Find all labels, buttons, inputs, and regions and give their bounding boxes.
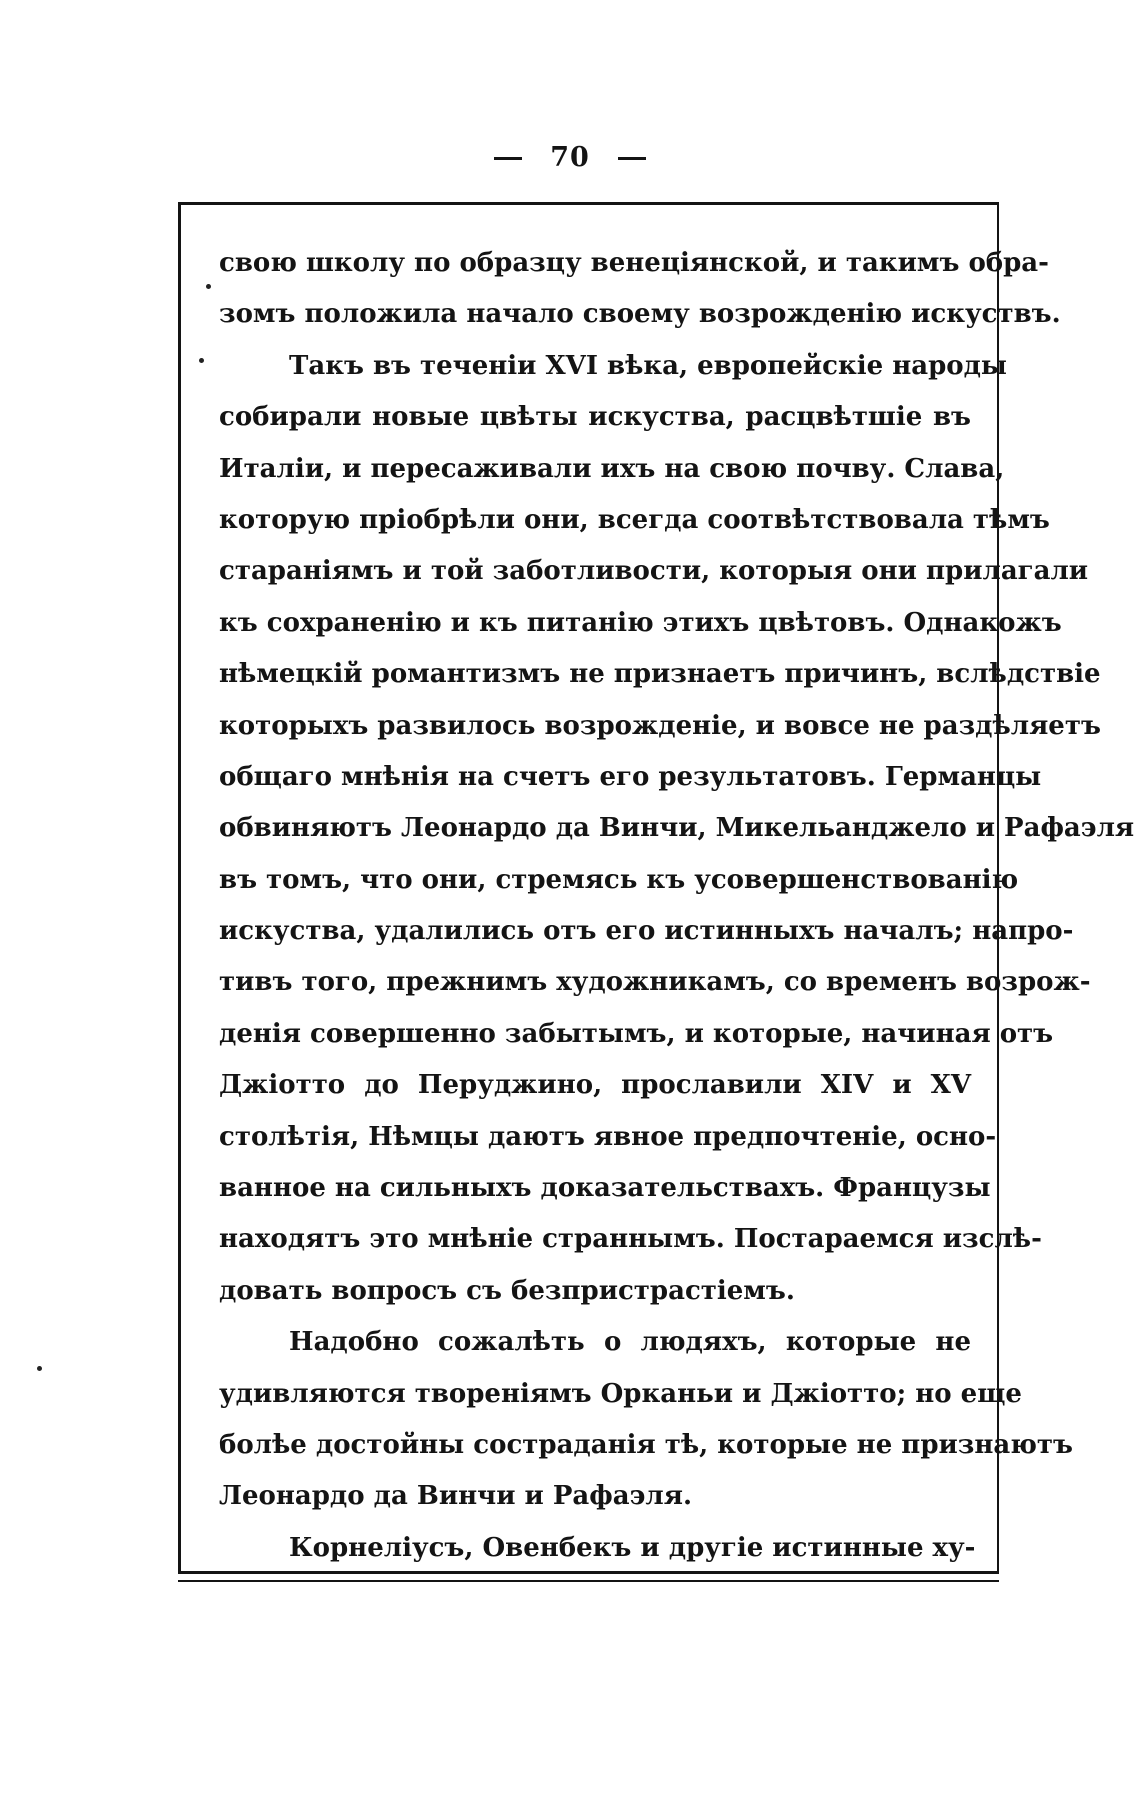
paragraph-1 [219, 238, 1061, 341]
header-dash-right [618, 157, 646, 160]
text-line: Джіотто до Перуджино, прославили XIV и XV [219, 1070, 971, 1101]
text-line: Италіи, и пересаживали ихъ на свою почву. Слава, [219, 453, 1005, 484]
page-number-header [0, 142, 1140, 173]
text-line: тивъ того, прежнимъ художникамъ, со временъ возрож- [219, 967, 1091, 998]
text-line: обвиняютъ Леонардо да Винчи, Микельанджело и Рафаэля [219, 813, 1135, 844]
scan-speck [37, 1366, 42, 1371]
text-line: зомъ положила начало своему возрожденію искуствъ. [219, 299, 1061, 330]
text-line: нѣмецкій романтизмъ не признаетъ причинъ, вслѣдствіе [219, 659, 1101, 690]
text-line: собирали новые цвѣты искуства, расцвѣтшіе въ [219, 402, 971, 433]
text-line: которую пріобрѣли они, всегда соотвѣтствовала тѣмъ [219, 504, 1050, 535]
scan-speck [199, 358, 204, 363]
text-line: Такъ въ течeніи XVI вѣка, европейскіе народы [289, 350, 1007, 381]
text-line: которыхъ развилось возрожденіе, и вовсе не раздѣляетъ [219, 710, 1101, 741]
text-line: къ сохраненію и къ питанію этихъ цвѣтовъ. Однакожъ [219, 607, 1062, 638]
text-line: Леонардо да Винчи и Рафаэля. [219, 1481, 692, 1512]
page-body [219, 238, 1135, 1574]
text-line: стараніямъ и той заботливости, которыя они прилагали [219, 556, 1089, 587]
text-line: болѣе достойны состраданія тѣ, которые не признаютъ [219, 1429, 1073, 1460]
text-line: Корнеліусъ, Овенбекъ и другіе истинные ху- [289, 1532, 976, 1563]
text-line: общаго мнѣнія на счетъ его результатовъ. Германцы [219, 761, 1042, 792]
text-line: свою школу по образцу венеціянской, и такимъ обра- [219, 248, 1049, 278]
page-number: 70 [550, 142, 590, 173]
text-line: находятъ это мнѣніе страннымъ. Постараемся изслѣ- [219, 1224, 1042, 1255]
text-line: Надобно сожалѣть о людяхъ, которые не [289, 1327, 971, 1358]
text-line: въ томъ, что они, стремясь къ усовершенствованію [219, 864, 1019, 895]
frame-bottom-rule [178, 1580, 999, 1582]
text-line: довать вопросъ съ безпристрастіемъ. [219, 1275, 795, 1306]
text-line: удивляются твореніямъ Орканьи и Джіотто; но еще [219, 1378, 1022, 1409]
paragraph-3 [219, 1317, 1073, 1523]
header-dash-left [494, 157, 522, 160]
text-line: ванное на сильныхъ доказательствахъ. Французы [219, 1173, 991, 1204]
paragraph-4 [219, 1523, 976, 1574]
text-line: искуства, удалились отъ его истинныхъ началъ; напро- [219, 916, 1074, 947]
text-line: столѣтія, Нѣмцы даютъ явное предпочтеніе, осно- [219, 1121, 997, 1152]
scan-speck [206, 284, 211, 289]
text-line: денія совершенно забытымъ, и которые, начиная отъ [219, 1018, 1054, 1049]
paragraph-2 [219, 341, 1135, 1317]
